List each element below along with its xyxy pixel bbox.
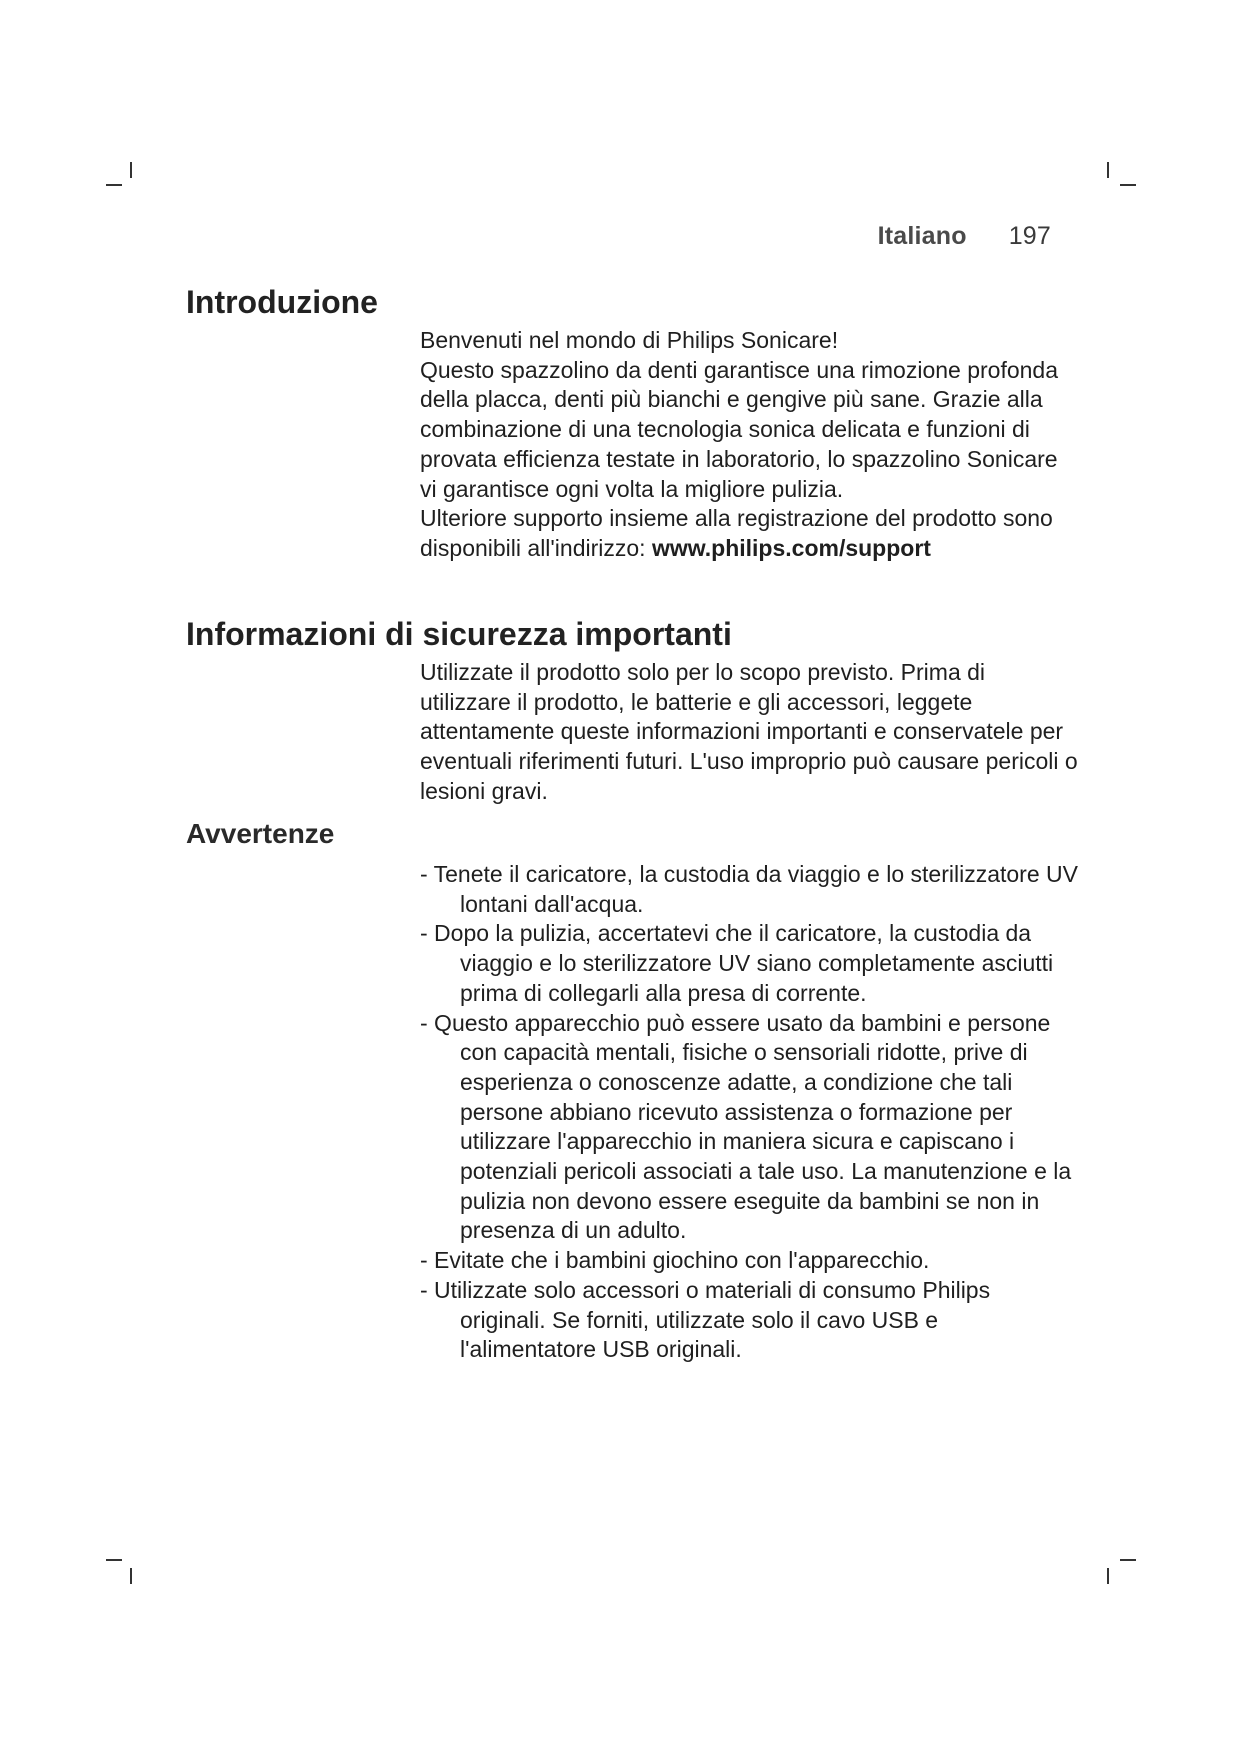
crop-mark [1107, 162, 1109, 178]
running-header [878, 222, 1051, 251]
crop-mark [1120, 1559, 1136, 1561]
list-item: - Questo apparecchio può essere usato da bambini e persone con capacità mentali, fisiche o sensoriali ridotte, prive di esperienza o conoscenze adatte, a condizione che tali persone abbiano ricevuto assistenza o formazione per utilizzare l'apparecchio in maniera sicura e capiscano i potenziali pericoli associati a tale uso. La manutenzione e la pulizia non devono essere eseguite da bambini se non in presenza di un adulto. [420, 1009, 1072, 1244]
crop-mark [1107, 1568, 1109, 1584]
safety-heading: Informazioni di sicurezza importanti [186, 616, 732, 652]
warnings-heading: Avvertenze [186, 818, 335, 849]
header-language: Italiano [877, 222, 967, 250]
support-link[interactable]: www.philips.com/support [651, 534, 931, 561]
support-line [420, 504, 1080, 563]
crop-mark [106, 184, 122, 186]
crop-mark [106, 1559, 122, 1561]
safety-paragraph: Utilizzate il prodotto solo per lo scopo previsto. Prima di utilizzare il prodotto, le batterie e gli accessori, leggete attentamente queste informazioni importanti e conservatele per eventuali riferimenti futuri. L'uso improprio può causare pericoli o lesioni gravi. [420, 659, 1078, 804]
crop-mark [130, 162, 132, 178]
list-item: - Evitate che i bambini giochino con l'apparecchio. [420, 1247, 930, 1274]
list-item: - Tenete il caricatore, la custodia da viaggio e lo sterilizzatore UV lontani dall'acqua. [420, 861, 1078, 917]
support-text: Ulteriore supporto insieme alla registrazione del prodotto sono disponibili all'indirizzo: [420, 505, 1053, 561]
warnings-list [420, 860, 1080, 1365]
crop-mark [130, 1568, 132, 1584]
intro-body [420, 326, 1080, 564]
page-number: 197 [1008, 222, 1051, 250]
list-item: - Dopo la pulizia, accertatevi che il caricatore, la custodia da viaggio e lo sterilizzatore UV siano completamente asciutti prima di collegarli alla presa di corrente. [420, 920, 1054, 1006]
intro-welcome: Benvenuti nel mondo di Philips Sonicare! [420, 327, 839, 353]
warnings-body [420, 860, 1080, 1365]
crop-mark [1120, 184, 1136, 186]
safety-body [420, 658, 1080, 807]
intro-paragraph: Questo spazzolino da denti garantisce una rimozione profonda della placca, denti più bianchi e gengive più sane. Grazie alla combinazione di una tecnologia sonica delicata e funzioni di provata efficienza testate in laboratorio, lo spazzolino Sonicare vi garantisce ogni volta la migliore pulizia. [420, 356, 1059, 502]
list-item: - Utilizzate solo accessori o materiali di consumo Philips originali. Se forniti, utilizzate solo il cavo USB e l'alimentatore USB originali. [420, 1276, 991, 1363]
intro-heading: Introduzione [186, 284, 378, 320]
